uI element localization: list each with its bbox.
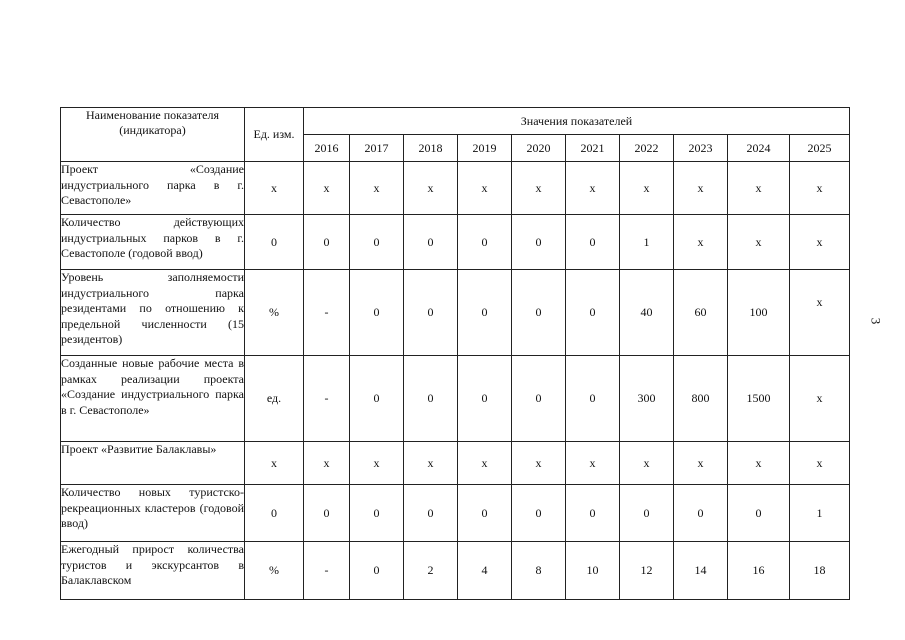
indicator-name: Проект «Развитие Балаклавы» [61,442,245,485]
indicator-value: 300 [620,356,674,442]
indicator-value: x [350,162,404,215]
header-year: 2018 [404,135,458,162]
indicator-value: 0 [350,542,404,600]
header-year: 2020 [512,135,566,162]
indicator-value: 12 [620,542,674,600]
indicator-value: 0 [512,270,566,356]
indicator-value: - [304,356,350,442]
indicator-value: 60 [674,270,728,356]
indicator-name: Ежегодный прирост количества туристов и экскурсантов в Балаклавском [61,542,245,600]
indicator-value: 1 [790,485,850,542]
indicator-value: x [458,442,512,485]
indicator-unit: % [245,270,304,356]
indicator-value: 40 [620,270,674,356]
table-header [61,108,850,162]
indicator-value: 0 [512,215,566,270]
indicator-value: 1 [620,215,674,270]
indicator-value: x [728,442,790,485]
indicator-value: 0 [350,270,404,356]
indicator-value: 0 [458,356,512,442]
indicator-value: 0 [566,215,620,270]
indicator-name: Количество действующих индустриальных парков в г. Севастополе (годовой ввод) [61,215,245,270]
page-number: 3 [868,317,884,325]
indicator-value: 8 [512,542,566,600]
table-row [61,270,850,356]
indicator-value: 0 [620,485,674,542]
indicator-name: Проект «Создание индустриального парка в г. Севастополе» [61,162,245,215]
indicator-value: x [404,442,458,485]
indicator-value: 16 [728,542,790,600]
indicator-unit: 0 [245,485,304,542]
indicator-value: x [304,162,350,215]
indicator-value: 0 [458,270,512,356]
indicator-value: 0 [728,485,790,542]
header-row [61,108,850,135]
indicator-value: 4 [458,542,512,600]
indicator-value: 2 [404,542,458,600]
indicator-value: 0 [304,215,350,270]
table-row [61,542,850,600]
indicator-value: x [790,442,850,485]
indicator-value: 0 [350,356,404,442]
indicator-value: 0 [304,485,350,542]
indicator-value: x [728,162,790,215]
indicator-value: x [512,442,566,485]
indicator-value: 0 [566,485,620,542]
indicator-value: x [674,215,728,270]
table-row [61,356,850,442]
header-values: Значения показателей [304,108,850,135]
indicator-value: x [790,215,850,270]
indicator-name: Уровень заполняемости индустриального парка резидентами по отношению к предельной численности (15 резидентов) [61,270,245,356]
indicator-value: - [304,270,350,356]
header-year: 2016 [304,135,350,162]
indicator-value: 14 [674,542,728,600]
table-row [61,162,850,215]
indicator-value: x [304,442,350,485]
indicator-value: 800 [674,356,728,442]
indicator-value: 1500 [728,356,790,442]
indicator-value: x [620,162,674,215]
indicator-value: 100 [728,270,790,356]
indicator-value: 0 [350,215,404,270]
indicator-value: 0 [458,485,512,542]
indicator-value: x [512,162,566,215]
indicator-value: x [790,270,850,356]
indicator-unit: 0 [245,215,304,270]
table-row [61,442,850,485]
header-year: 2023 [674,135,728,162]
indicator-value: x [728,215,790,270]
header-year: 2024 [728,135,790,162]
header-year: 2019 [458,135,512,162]
indicator-unit: ед. [245,356,304,442]
indicator-value: x [350,442,404,485]
indicator-value: 0 [458,215,512,270]
header-year: 2017 [350,135,404,162]
indicator-value: x [674,442,728,485]
indicator-value: x [674,162,728,215]
indicator-value: 0 [404,356,458,442]
indicator-value: 0 [674,485,728,542]
indicator-value: x [790,162,850,215]
table-body [61,162,850,600]
indicator-value: x [566,442,620,485]
indicator-name: Количество новых туристско-рекреационных кластеров (годовой ввод) [61,485,245,542]
indicator-value: 0 [404,270,458,356]
indicator-value: 0 [566,270,620,356]
indicator-value: - [304,542,350,600]
indicator-value: 0 [512,356,566,442]
indicator-value: x [458,162,512,215]
indicator-value: 0 [566,356,620,442]
indicator-value: x [404,162,458,215]
table-row [61,485,850,542]
indicator-value: x [566,162,620,215]
indicator-value: 0 [512,485,566,542]
indicator-value: x [790,356,850,442]
table-row [61,215,850,270]
indicator-unit: x [245,162,304,215]
header-year: 2021 [566,135,620,162]
indicator-unit: x [245,442,304,485]
indicator-name: Созданные новые рабочие места в рамках реализации проекта «Создание индустриального парка в г. Севастополе» [61,356,245,442]
indicator-value: 18 [790,542,850,600]
header-indicator-name: Наименование показателя (индикатора) [61,108,245,162]
indicator-value: 0 [350,485,404,542]
indicators-table [60,107,850,600]
indicator-value: 10 [566,542,620,600]
indicator-value: 0 [404,485,458,542]
indicator-unit: % [245,542,304,600]
header-year: 2022 [620,135,674,162]
header-year: 2025 [790,135,850,162]
indicator-value: x [620,442,674,485]
header-unit: Ед. изм. [245,108,304,162]
indicator-value: 0 [404,215,458,270]
